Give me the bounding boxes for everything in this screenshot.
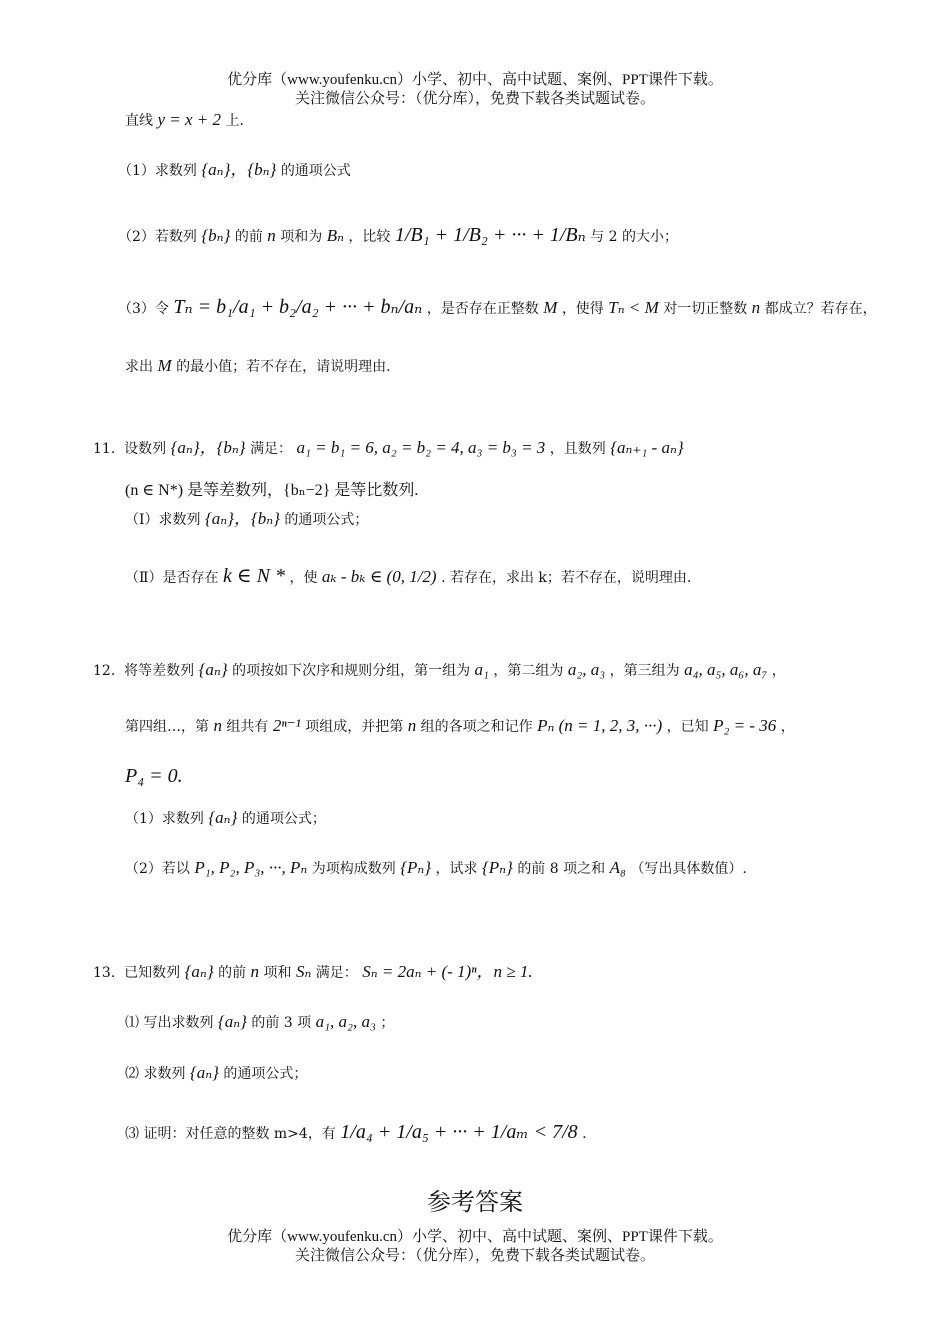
- q11-stem: 11. 设数列 {aₙ}，{bₙ} 满足： a₁ = b₁ = 6, a₂ = b₂ = 4, a₃ = b₃ = 3 ，且数列 {aₙ₊₁ - aₙ}: [93, 438, 684, 457]
- q10-part3: （3）令 Tₙ = b₁/a₁ + b₂/a₂ + ··· + bₙ/aₙ ，是否存在正整数 M ，使得 Tₙ < M 对一切正整数 n 都成立？若存在，: [118, 296, 877, 318]
- q10-part1: （1）求数列 {aₙ}，{bₙ} 的通项公式: [118, 160, 351, 179]
- q13-part2: ⑵ 求数列 {aₙ} 的通项公式；: [125, 1063, 308, 1082]
- header-site-line: 优分库（www.youfenku.cn）小学、初中、高中试题、案例、PPT课件下载。: [227, 72, 723, 88]
- q12-stem-line1: 12. 将等差数列 {aₙ} 的项按如下次序和规则分组，第一组为 a₁ ，第二组为 a₂, a₃ ，第三组为 a₄, a₅, a₆, a₇ ，: [93, 660, 786, 679]
- q11-part2: （Ⅱ）是否存在 k ∈ N * ，使 aₖ - bₖ ∈ (0, 1/2) . 若存在，求出 k；若不存在，说明理由.: [125, 565, 692, 587]
- header-wechat-line: 关注微信公众号：（优分库），免费下载各类试题试卷。: [294, 91, 655, 107]
- q10-part2: （2）若数列 {bₙ} 的前 n 项和为 Bₙ ，比较 1/B₁ + 1/B₂ + ··· + 1/Bₙ 与 2 的大小；: [118, 224, 678, 246]
- footer-wechat-line: 关注微信公众号：（优分库），免费下载各类试题试卷。: [294, 1248, 655, 1264]
- q13-part3: ⑶ 证明：对任意的整数 m>4，有 1/a₄ + 1/a₅ + ··· + 1/aₘ < 7/8 .: [125, 1121, 587, 1143]
- footer-site-line: 优分库（www.youfenku.cn）小学、初中、高中试题、案例、PPT课件下载。: [227, 1229, 723, 1245]
- q12-stem-line3: P₄ = 0.: [125, 765, 183, 787]
- q13-stem: 13. 已知数列 {aₙ} 的前 n 项和 Sₙ 满足： Sₙ = 2aₙ + (- 1)ⁿ，n ≥ 1.: [93, 962, 533, 981]
- q12-part2: （2）若以 P₁, P₂, P₃, ···, Pₙ 为项构成数列 {Pₙ} ，试求 {Pₙ} 的前 8 项之和 A₈ （写出具体数值）.: [125, 858, 747, 877]
- q11-stem-line2: (n ∈ N*) 是等差数列，{bₙ−2} 是等比数列.: [125, 482, 419, 499]
- question-number: 11.: [93, 441, 116, 457]
- answer-section-title: 参考答案: [427, 1188, 523, 1216]
- q12-part1: （1）求数列 {aₙ} 的通项公式；: [125, 808, 326, 827]
- q13-part1: ⑴ 写出求数列 {aₙ} 的前 3 项 a₁, a₂, a₃ ；: [125, 1012, 395, 1031]
- question-number: 13.: [93, 965, 116, 981]
- q12-stem-line2: 第四组…，第 n 组共有 2ⁿ⁻¹ 项组成，并把第 n 组的各项之和记作 Pₙ (n = 1, 2, 3, ···) ，已知 P₂ = - 36 ，: [125, 716, 795, 735]
- q10-part3-line2: 求出 M 的最小值；若不存在，请说明理由.: [125, 356, 391, 375]
- q11-part1: （Ⅰ）求数列 {aₙ}，{bₙ} 的通项公式；: [125, 509, 369, 528]
- question-number: 12.: [93, 663, 116, 679]
- q10-line0: 直线 y = x + 2 上.: [125, 110, 244, 129]
